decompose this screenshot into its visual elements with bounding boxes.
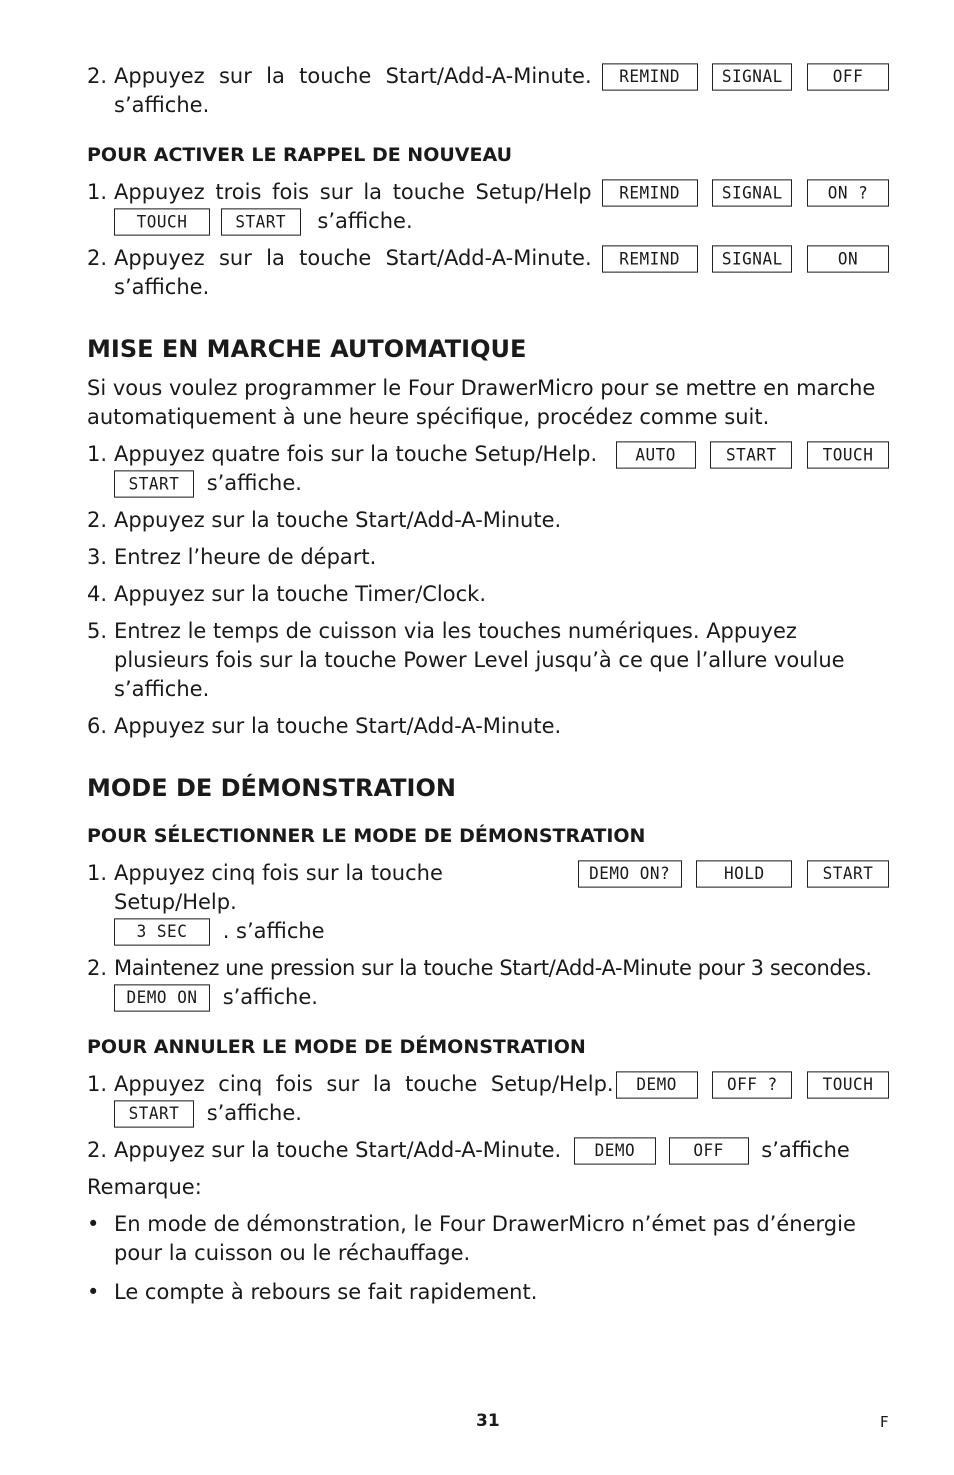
step-text: Appuyez trois fois sur la touche Setup/Help	[114, 180, 592, 204]
step-item	[87, 712, 889, 741]
step-continuation	[114, 917, 889, 946]
subsection-title: POUR ANNULER LE MODE DE DÉMONSTRATION	[87, 1036, 586, 1058]
bullet-text: En mode de démonstration, le Four DrawerMicro n’émet pas d’énergie pour la cuisson ou le réchauffage.	[114, 1212, 856, 1265]
step-text: Appuyez cinq fois sur la touche Setup/Help.	[114, 1072, 614, 1096]
step-text: Appuyez sur la touche Start/Add-A-Minute.	[114, 714, 562, 738]
step-item	[87, 580, 889, 609]
step-number: 2.	[87, 246, 108, 270]
lcd-display: ON ?	[807, 179, 889, 206]
step-number: 1.	[87, 861, 108, 885]
step-item	[87, 1070, 889, 1128]
step-continuation	[114, 1099, 889, 1128]
section-title: MODE DE DÉMONSTRATION	[87, 774, 456, 802]
step-item	[87, 440, 889, 498]
step-item	[87, 617, 889, 704]
manual-page	[87, 62, 889, 1317]
lcd-display: SIGNAL	[712, 63, 792, 90]
step-suffix: s’affiche.	[317, 209, 413, 233]
subsection-title: POUR ACTIVER LE RAPPEL DE NOUVEAU	[87, 144, 513, 166]
step-suffix: s’affiche.	[222, 985, 318, 1009]
lcd-display: START	[807, 860, 889, 887]
step-text: Appuyez sur la touche Start/Add-A-Minute.	[114, 1138, 562, 1162]
language-marker: F	[880, 1413, 889, 1431]
step-item	[87, 543, 889, 572]
step-suffix: s’affiche.	[206, 1101, 302, 1125]
subsection-title: POUR SÉLECTIONNER LE MODE DE DÉMONSTRATION	[87, 825, 646, 847]
lcd-display: HOLD	[696, 860, 792, 887]
step-suffix: s’affiche.	[114, 93, 210, 117]
lcd-display: SIGNAL	[712, 245, 792, 272]
step-item	[87, 1136, 889, 1165]
page-number: 31	[476, 1411, 500, 1431]
step-text: Appuyez sur la touche Start/Add-A-Minute.	[114, 246, 592, 270]
lcd-display: START	[114, 1100, 194, 1127]
lcd-display: REMIND	[602, 63, 698, 90]
step-number: 2.	[87, 1138, 108, 1162]
step-continuation	[114, 469, 889, 498]
lcd-display: REMIND	[602, 179, 698, 206]
bullet-icon: •	[87, 1212, 100, 1236]
list-item	[87, 1278, 889, 1307]
section-title: MISE EN MARCHE AUTOMATIQUE	[87, 335, 527, 363]
step-suffix: s’affiche.	[206, 471, 302, 495]
note-label: Remarque:	[87, 1175, 202, 1199]
lcd-display: START	[710, 441, 792, 468]
step-text: Appuyez sur la touche Start/Add-A-Minute.	[114, 508, 562, 532]
step-number: 3.	[87, 545, 108, 569]
bullet-text: Le compte à rebours se fait rapidement.	[114, 1280, 538, 1304]
step-number: 1.	[87, 442, 108, 466]
step-number: 1.	[87, 1072, 108, 1096]
lcd-display: DEMO ON?	[578, 860, 682, 887]
lcd-display: DEMO ON	[114, 984, 210, 1011]
lcd-display: OFF	[669, 1137, 749, 1164]
step-number: 2.	[87, 956, 108, 980]
lcd-display: TOUCH	[807, 441, 889, 468]
step-number: 2.	[87, 64, 108, 88]
lcd-display: SIGNAL	[712, 179, 792, 206]
step-text: Maintenez une pression sur la touche Start/Add-A-Minute pour 3 secondes.	[114, 956, 872, 980]
lcd-display: START	[221, 208, 301, 235]
step-number: 2.	[87, 508, 108, 532]
step-text: Appuyez sur la touche Timer/Clock.	[114, 582, 486, 606]
step-suffix: s’affiche	[761, 1138, 850, 1162]
lcd-display: TOUCH	[807, 1071, 889, 1098]
step-number: 1.	[87, 180, 108, 204]
step-text: Appuyez sur la touche Start/Add-A-Minute.	[114, 64, 592, 88]
lcd-display: TOUCH	[114, 208, 210, 235]
lcd-display: OFF	[807, 63, 889, 90]
step-text: Appuyez quatre fois sur la touche Setup/Help.	[114, 442, 598, 466]
step-number: 6.	[87, 714, 108, 738]
step-text: Appuyez cinq fois sur la touche Setup/Help.	[114, 861, 443, 914]
step-item	[87, 244, 889, 302]
lcd-display: OFF ?	[712, 1071, 792, 1098]
step-continuation	[114, 207, 889, 236]
step-text: Entrez l’heure de départ.	[114, 545, 377, 569]
step-continuation	[114, 983, 889, 1012]
step-item	[87, 859, 889, 946]
step-suffix: s’affiche.	[114, 275, 210, 299]
list-item	[87, 1210, 889, 1268]
step-number: 4.	[87, 582, 108, 606]
lcd-display: 3 SEC	[114, 918, 210, 945]
step-item	[87, 506, 889, 535]
lcd-display: DEMO	[616, 1071, 698, 1098]
lcd-display: REMIND	[602, 245, 698, 272]
section-intro: Si vous voulez programmer le Four DrawerMicro pour se mettre en marche automatiquement à une heure spécifique, procédez comme suit.	[87, 376, 876, 429]
step-suffix: . s’affiche	[222, 919, 325, 943]
step-text: Entrez le temps de cuisson via les touches numériques. Appuyez plusieurs fois sur la touche Power Level jusqu’à ce que l’allure voulue s’affiche.	[114, 619, 845, 701]
bullet-icon: •	[87, 1280, 100, 1304]
lcd-display: ON	[807, 245, 889, 272]
lcd-display: DEMO	[574, 1137, 656, 1164]
step-item	[87, 178, 889, 236]
step-item	[87, 954, 889, 1012]
step-number: 5.	[87, 619, 108, 643]
lcd-display: AUTO	[616, 441, 696, 468]
lcd-display: START	[114, 470, 194, 497]
step-item	[87, 62, 889, 120]
